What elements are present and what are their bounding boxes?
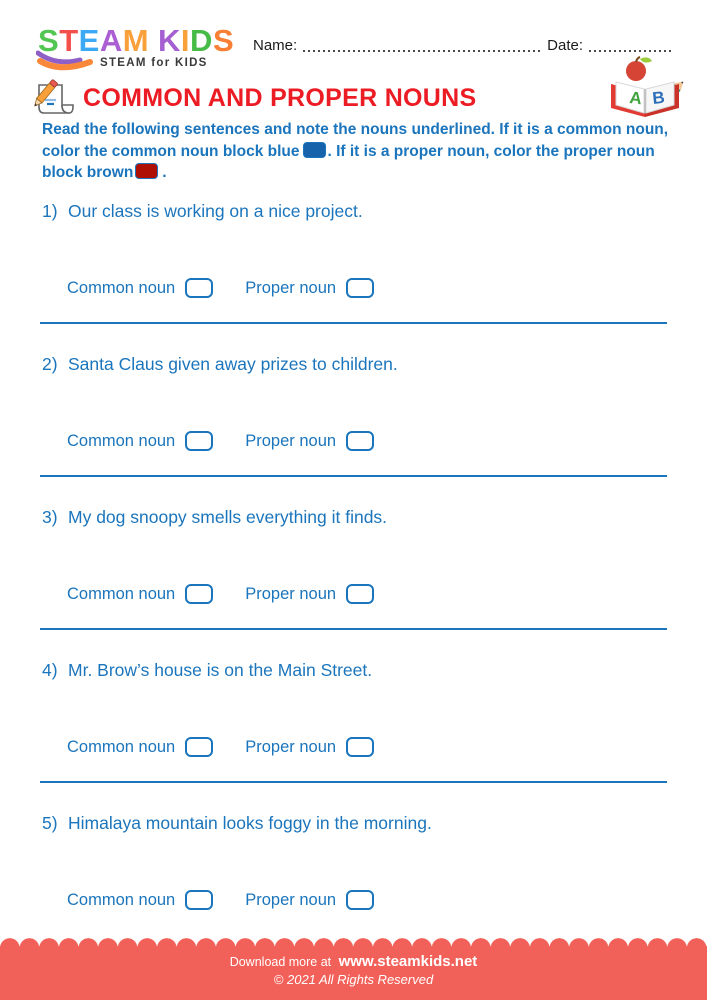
footer-download-line: [0, 948, 707, 971]
brown-color-swatch: [135, 163, 158, 179]
footer-copyright: © 2021 All Rights Reserved: [273, 972, 434, 987]
proper-noun-checkbox[interactable]: [346, 431, 374, 451]
instructions-part2: . If it is a proper noun, color the proper noun block brown: [42, 142, 655, 181]
common-noun-label: Common noun: [67, 584, 176, 603]
date-fill-line[interactable]: [589, 50, 671, 52]
instructions-part3: .: [162, 164, 167, 181]
question-2: [42, 353, 667, 477]
common-noun-checkbox[interactable]: [185, 737, 213, 757]
question-sentence: [42, 200, 667, 222]
common-noun-label: Common noun: [67, 737, 176, 756]
common-noun-label: Common noun: [67, 431, 176, 450]
steam-kids-logo: [38, 23, 235, 76]
svg-text:B: B: [651, 87, 666, 108]
section-divider: [40, 781, 667, 783]
logo-letter: K: [158, 23, 181, 58]
logo-letter: D: [190, 23, 213, 58]
question-number: 2): [42, 354, 58, 374]
proper-noun-checkbox[interactable]: [346, 278, 374, 298]
section-divider: [40, 322, 667, 324]
proper-noun-checkbox[interactable]: [346, 890, 374, 910]
logo-letter: M: [122, 23, 150, 58]
proper-noun-label: Proper noun: [245, 584, 337, 603]
question-text: Santa Claus given away prizes to children.: [68, 354, 398, 374]
svg-text:A: A: [628, 88, 643, 109]
logo-letter: T: [59, 23, 79, 58]
instructions-part1: Read the following sentences and note the nouns underlined. If it is a common noun, color the common noun block blue: [42, 121, 669, 160]
logo-swoosh-icon: [36, 50, 104, 74]
abc-book-icon: [604, 55, 688, 123]
common-noun-checkbox[interactable]: [185, 584, 213, 604]
footer-site-link[interactable]: www.steamkids.net: [338, 953, 478, 970]
question-sentence: [42, 506, 667, 528]
footer: [0, 948, 707, 1000]
pencil-note-icon: [33, 79, 75, 117]
question-text: My dog snoopy smells everything it finds.: [68, 507, 388, 527]
page-title: COMMON AND PROPER NOUNS: [83, 83, 477, 112]
common-noun-label: Common noun: [67, 278, 176, 297]
answer-row: [67, 890, 667, 910]
question-3: [42, 506, 667, 630]
common-noun-checkbox[interactable]: [185, 890, 213, 910]
name-label: Name:: [253, 37, 298, 54]
proper-noun-checkbox[interactable]: [346, 737, 374, 757]
question-text: Our class is working on a nice project.: [68, 201, 363, 221]
question-number: 4): [42, 660, 58, 680]
section-divider: [40, 475, 667, 477]
question-sentence: [42, 812, 667, 834]
question-5: [42, 812, 667, 910]
logo-tagline: STEAM for KIDS: [100, 57, 208, 69]
proper-noun-label: Proper noun: [245, 431, 337, 450]
answer-row: [67, 737, 667, 757]
instructions-text: [42, 119, 670, 184]
answer-row: [67, 584, 667, 604]
proper-noun-label: Proper noun: [245, 278, 337, 297]
question-4: [42, 659, 667, 783]
blue-color-swatch: [303, 142, 326, 158]
answer-row: [67, 431, 667, 451]
question-1: [42, 200, 667, 324]
proper-noun-checkbox[interactable]: [346, 584, 374, 604]
name-date-row: [253, 36, 671, 56]
logo-letter: S: [212, 23, 235, 58]
logo-letter: S: [38, 23, 60, 58]
logo-letter: E: [78, 23, 100, 58]
question-list: [42, 200, 667, 934]
question-number: 5): [42, 813, 58, 833]
footer-download-prefix: Download more at: [229, 955, 332, 969]
question-text: Mr. Brow’s house is on the Main Street.: [68, 660, 373, 680]
question-sentence: [42, 659, 667, 681]
logo-letter: I: [180, 23, 191, 58]
section-divider: [40, 628, 667, 630]
answer-row: [67, 278, 667, 298]
question-number: 3): [42, 507, 58, 527]
proper-noun-label: Proper noun: [245, 890, 337, 909]
common-noun-checkbox[interactable]: [185, 431, 213, 451]
date-label: Date:: [547, 37, 583, 54]
question-text: Himalaya mountain looks foggy in the morning.: [68, 813, 432, 833]
common-noun-label: Common noun: [67, 890, 176, 909]
title-row: [33, 79, 476, 117]
question-number: 1): [42, 201, 58, 221]
question-sentence: [42, 353, 667, 375]
common-noun-checkbox[interactable]: [185, 278, 213, 298]
proper-noun-label: Proper noun: [245, 737, 337, 756]
logo-letter: A: [99, 23, 123, 58]
name-fill-line[interactable]: [303, 50, 541, 52]
